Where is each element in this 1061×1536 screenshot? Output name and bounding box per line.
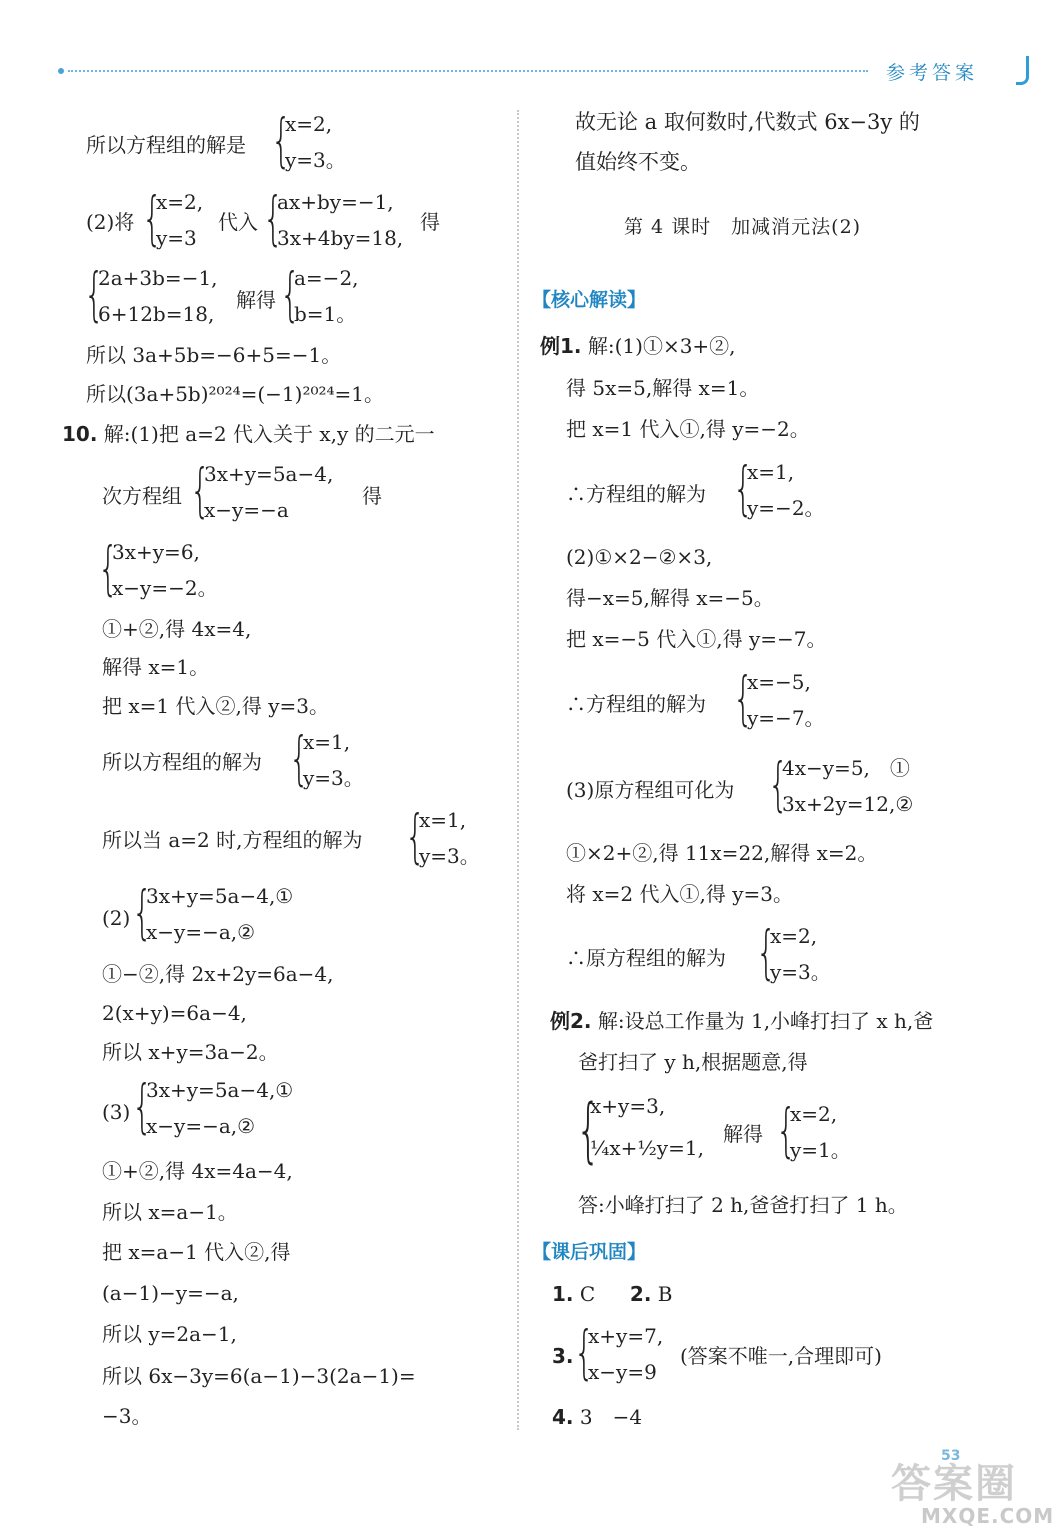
- text-line: 代入: [218, 210, 258, 234]
- question-number: 2.: [629, 1282, 652, 1306]
- text-line: (2)①×2−②×3,: [566, 545, 713, 569]
- example-text: 解:设总工作量为 1,小峰打扫了 x h,爸: [597, 1009, 934, 1033]
- text-line: ①−②,得 2x+2y=6a−4,: [102, 962, 334, 986]
- example-1: [540, 332, 736, 360]
- text-line: 所以 3a+5b=−6+5=−1。: [86, 343, 342, 367]
- text-line: 将 x=2 代入①,得 y=3。: [566, 882, 793, 906]
- equation: x=2,: [790, 1102, 838, 1126]
- equation: x+y=3,: [590, 1094, 666, 1118]
- text-line: 所以方程组的解为: [102, 750, 262, 774]
- equation: y=3。: [285, 148, 346, 172]
- text-line: (2): [102, 906, 131, 930]
- equation: x=2,: [156, 190, 204, 214]
- equation: a=−2,: [294, 266, 359, 290]
- equation: x−y=9: [588, 1360, 657, 1384]
- equation-system: [84, 260, 244, 328]
- equation: b=1。: [294, 302, 357, 326]
- brace-icon: {: [733, 454, 754, 522]
- text-line: (3)原方程组可化为: [566, 778, 735, 802]
- equation-system: [190, 456, 365, 524]
- brace-icon: {: [84, 260, 105, 328]
- brace-icon: {: [271, 106, 292, 174]
- brace-icon: {: [132, 878, 153, 946]
- text-line: (2)将: [86, 210, 135, 234]
- question-number: 10.: [62, 422, 98, 446]
- equation-system: [132, 1072, 332, 1140]
- equation-system: [98, 534, 248, 602]
- equation-system: [263, 184, 423, 252]
- equation: 6+12b=18,: [98, 302, 215, 326]
- question-number: 1.: [552, 1282, 574, 1306]
- text-line: ①+②,得 4x=4,: [102, 617, 252, 641]
- brace-icon: {: [98, 534, 119, 602]
- example-text: 解:(1)①×3+②,: [587, 334, 736, 358]
- text-line: 所以(3a+5b)²⁰²⁴=(−1)²⁰²⁴=1。: [86, 382, 385, 406]
- equation: y=3: [156, 226, 197, 250]
- text-line: ①×2+②,得 11x=22,解得 x=2。: [566, 841, 878, 865]
- equation-system: [733, 664, 843, 732]
- header-dotted-rule: [68, 70, 868, 72]
- brace-icon: {: [132, 1072, 153, 1140]
- answers-1-2: [552, 1280, 672, 1308]
- equation-system: [289, 724, 399, 792]
- equation-system: [756, 918, 856, 986]
- equation: ax+by=−1,: [277, 190, 394, 214]
- equation: 3x+y=5a−4,: [204, 462, 334, 486]
- brace-icon: {: [289, 724, 310, 792]
- text-line: 所以方程组的解是: [86, 133, 246, 157]
- equation: x−y=−a,②: [146, 920, 256, 944]
- text-line: 把 x=a−1 代入②,得: [102, 1240, 291, 1264]
- brace-icon: {: [280, 260, 301, 328]
- equation-system: [733, 454, 843, 522]
- text-line: 把 x=1 代入②,得 y=3。: [102, 694, 329, 718]
- question-number: [552, 1342, 574, 1370]
- header-label: 参考答案: [886, 62, 979, 84]
- example-number: 例1.: [540, 334, 582, 358]
- equation: x=1,: [419, 808, 467, 832]
- equation-system: [576, 1089, 726, 1172]
- section-tag-practice: 【课后巩固】: [532, 1241, 647, 1263]
- question-10: [62, 420, 435, 448]
- equation: y=3。: [303, 766, 364, 790]
- text-line: 所以当 a=2 时,方程组的解为: [102, 828, 363, 852]
- equation: 3x+y=5a−4,①: [146, 1078, 294, 1102]
- equation: 2a+3b=−1,: [98, 266, 218, 290]
- answer: 3 −4: [579, 1405, 643, 1429]
- equation: ¼x+½y=1,: [590, 1136, 704, 1160]
- text-line: 答:小峰打扫了 2 h,爸爸打扫了 1 h。: [578, 1193, 908, 1217]
- text-line: 所以 x=a−1。: [102, 1200, 238, 1224]
- answer: B: [657, 1282, 673, 1306]
- equation: y=1。: [790, 1138, 851, 1162]
- text-line: ∴原方程组的解为: [566, 946, 726, 970]
- equation: x=2,: [770, 924, 818, 948]
- answer-4: [552, 1403, 642, 1431]
- equation-system: [132, 878, 332, 946]
- brace-icon: {: [576, 1089, 601, 1171]
- watermark: [885, 1450, 1055, 1530]
- equation: 3x+4by=18,: [277, 226, 404, 250]
- column-divider: [517, 110, 519, 1430]
- brace-icon: {: [733, 664, 754, 732]
- page-number: 53: [941, 1448, 961, 1464]
- text-line: ①+②,得 4x=4a−4,: [102, 1159, 293, 1183]
- equation: 3x+y=6,: [112, 540, 200, 564]
- text-line: −3。: [102, 1404, 152, 1428]
- page-header: [58, 58, 978, 88]
- equation: y=3。: [770, 960, 831, 984]
- equation-system: [280, 260, 390, 328]
- equation: 3x+2y=12,②: [782, 792, 914, 816]
- question-number: 4.: [552, 1405, 574, 1429]
- lesson-title: 第 4 课时 加减消元法(2): [624, 216, 862, 238]
- text-line: 所以 x+y=3a−2。: [102, 1040, 279, 1064]
- example-number: 例2.: [550, 1009, 592, 1033]
- watermark-url: MXQE.COM: [921, 1504, 1055, 1528]
- text-line: 故无论 a 取何数时,代数式 6x−3y 的: [575, 110, 920, 134]
- equation: 4x−y=5, ①: [782, 756, 910, 780]
- equation: x=1,: [747, 460, 795, 484]
- equation: 3x+y=5a−4,①: [146, 884, 294, 908]
- equation-system: [405, 802, 505, 870]
- text-line: 得: [420, 210, 440, 234]
- equation: x=2,: [285, 112, 333, 136]
- text-line: (3): [102, 1100, 131, 1124]
- brace-icon: {: [756, 918, 777, 986]
- equation-system: [574, 1318, 684, 1386]
- watermark-logo: 答案圈: [891, 1461, 1017, 1507]
- answer: C: [579, 1282, 596, 1306]
- text-line: 解得 x=1。: [102, 655, 210, 679]
- header-dot: [58, 68, 64, 74]
- question-text: 解:(1)把 a=2 代入关于 x,y 的二元一: [103, 422, 435, 446]
- brace-icon: {: [190, 456, 211, 524]
- text-line: (a−1)−y=−a,: [102, 1281, 239, 1305]
- section-tag-core: 【核心解读】: [532, 289, 647, 311]
- text-line: 所以 y=2a−1,: [102, 1322, 237, 1346]
- text-line: 得 5x=5,解得 x=1。: [566, 376, 760, 400]
- question-number-text: 3.: [552, 1344, 574, 1368]
- text-line: 解得: [236, 288, 276, 312]
- brace-icon: {: [768, 750, 789, 818]
- text-line: ∴方程组的解为: [566, 692, 706, 716]
- equation-system: [768, 750, 958, 818]
- text-line: 得: [362, 484, 382, 508]
- equation: x=−5,: [747, 670, 811, 694]
- equation: x=1,: [303, 730, 351, 754]
- equation: y=3。: [419, 844, 480, 868]
- brace-icon: {: [142, 184, 163, 252]
- brace-icon: {: [263, 184, 284, 252]
- text-line: 得−x=5,解得 x=−5。: [566, 586, 774, 610]
- brace-icon: {: [574, 1318, 595, 1386]
- equation: y=−7。: [747, 706, 825, 730]
- brace-icon: {: [776, 1096, 797, 1164]
- text-line: 值始终不变。: [575, 150, 701, 174]
- brace-icon: {: [405, 802, 426, 870]
- equation-system: [142, 184, 222, 252]
- equation-system: [776, 1096, 866, 1164]
- text-line: 所以 6x−3y=6(a−1)−3(2a−1)=: [102, 1364, 416, 1388]
- text-line: 把 x=1 代入①,得 y=−2。: [566, 417, 810, 441]
- text-line: 爸打扫了 y h,根据题意,得: [578, 1050, 808, 1074]
- equation-system: [271, 106, 391, 174]
- text-line: 解得: [723, 1122, 763, 1146]
- equation: x−y=−a: [204, 498, 289, 522]
- text-line: 次方程组: [102, 484, 182, 508]
- equation: x−y=−2。: [112, 576, 218, 600]
- answer-note: (答案不唯一,合理即可): [680, 1344, 882, 1368]
- text-line: 把 x=−5 代入①,得 y=−7。: [566, 627, 827, 651]
- equation: x+y=7,: [588, 1324, 664, 1348]
- example-2: [550, 1007, 933, 1035]
- equation: x−y=−a,②: [146, 1114, 256, 1138]
- header-bracket: [1016, 56, 1029, 85]
- equation: y=−2。: [747, 496, 825, 520]
- text-line: ∴方程组的解为: [566, 482, 706, 506]
- text-line: 2(x+y)=6a−4,: [102, 1001, 247, 1025]
